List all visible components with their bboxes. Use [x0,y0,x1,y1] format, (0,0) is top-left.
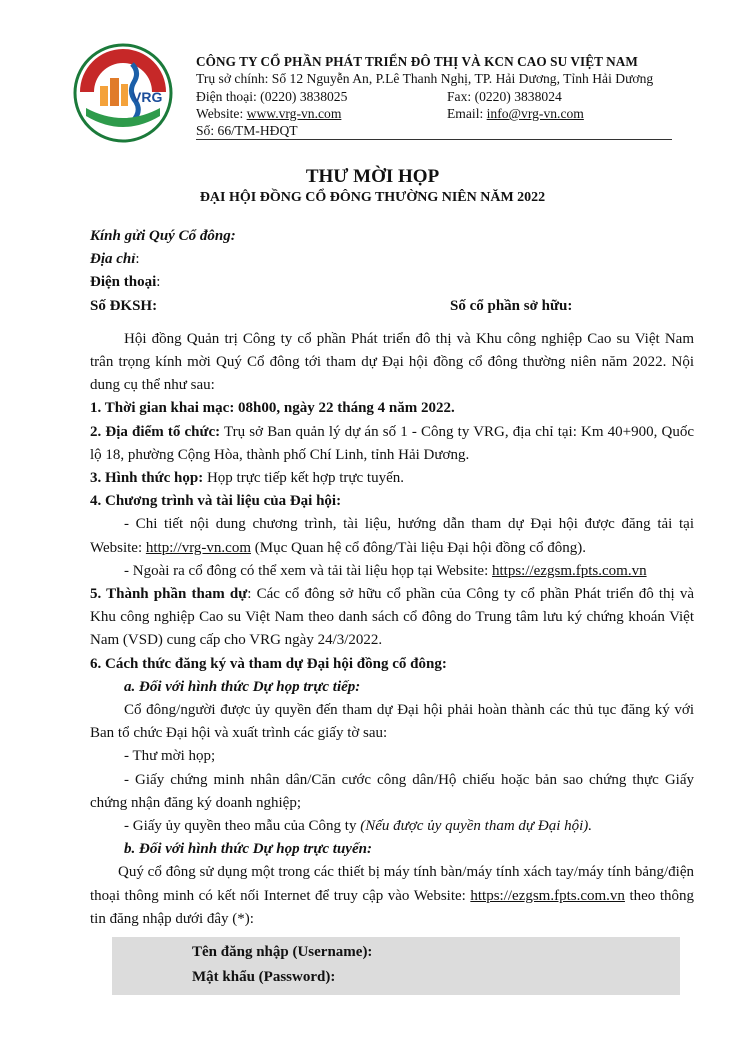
company-phone: Điện thoại: (0220) 3838025 [196,89,348,104]
section-6a-item-3: - Giấy ủy quyền theo mẫu của Công ty (Nếu được ủy quyền tham dự Đại hội). [124,818,593,835]
document-number: Số: 66/TM-HĐQT [196,123,298,138]
document-body [90,225,694,995]
section-4-item-2: - Ngoài ra cổ đông có thể xem và tải tài liệu họp tại Website: https://ezgsm.fpts.com.vn [124,562,647,579]
section-6b-heading: b. Đối với hình thức Dự họp trực tuyến: [124,841,372,858]
ezgsm-link[interactable]: https://ezgsm.fpts.com.vn [492,562,647,579]
website-link[interactable]: www.vrg-vn.com [246,106,342,121]
section-6a-item-2: - Giấy chứng minh nhân dân/Căn cước công dân/Hộ chiếu hoặc bản sao chứng thực Giấy chứng nhận đăng ký doanh nghiệp; [90,771,694,811]
section-6a-heading: a. Đối với hình thức Dự họp trực tiếp: [124,678,361,695]
section-1: 1. Thời gian khai mạc: 08h00, ngày 22 tháng 4 năm 2022. [90,400,455,417]
section-6b-paragraph: Quý cổ đông sử dụng một trong các thiết bị máy tính bàn/máy tính xách tay/máy tính bảng/điện thoại thông minh có kết nối Internet để truy cập vào Website: https://ezgsm.fpts.com.vn theo thông tin đăng nhập dưới đây (*): [90,864,695,927]
header-divider [196,139,672,140]
logo-text: VRG [132,89,163,105]
company-address: Trụ sở chính: Số 12 Nguyễn An, P.Lê Thanh Nghị, TP. Hải Dương, Tỉnh Hải Dương [196,71,654,86]
page-title: THƯ MỜI HỌP [305,166,440,187]
company-logo [72,42,174,144]
section-3: 3. Hình thức họp: Họp trực tiếp kết hợp trực tuyến. [90,470,405,487]
section-5: 5. Thành phần tham dự: Các cổ đông sở hữu cổ phần của Công ty cổ phần Phát triển đô thị và Khu công nghiệp Cao su Việt Nam theo danh sách cổ đông do Trung tâm lưu ký chứng khoán Việt Nam (VSD) cung cấp cho VRG ngày 24/3/2022. [90,586,694,649]
login-password-label: Mật khẩu (Password): [192,969,336,986]
login-username-label: Tên đăng nhập (Username): [192,944,373,961]
recipient-ids [90,295,694,318]
vrg-link[interactable]: http://vrg-vn.com [145,539,252,556]
intro-paragraph: Hội đồng Quản trị Công ty cổ phần Phát triển đô thị và Khu công nghiệp Cao su Việt Nam trân trọng kính mời Quý Cổ đông tới tham dự Đại hội đồng cổ đông thường niên năm 2022. Nội dung cụ thể như sau: [90,330,694,394]
dksh-label: Số ĐKSH: [90,297,158,314]
recipient-address: Địa chỉ: [90,251,140,268]
company-name: CÔNG TY CỔ PHẦN PHÁT TRIỂN ĐÔ THỊ VÀ KCN CAO SU VIỆT NAM [196,54,638,69]
section-4-heading: 4. Chương trình và tài liệu của Đại hội: [90,493,342,510]
section-4-item-1: - Chi tiết nội dung chương trình, tài liệu, hướng dẫn tham dự Đại hội được đăng tải tại Website: http://vrg-vn.com (Mục Quan hệ cổ đông/Tài liệu Đại hội đồng cổ đông). [90,516,694,556]
section-6-heading: 6. Cách thức đăng ký và tham dự Đại hội đồng cổ đông: [90,655,447,672]
section-6a-item-1: - Thư mời họp; [124,748,216,765]
page-subtitle: ĐẠI HỘI ĐỒNG CỔ ĐÔNG THƯỜNG NIÊN NĂM 2022 [199,190,546,205]
recipient-phone: Điện thoại: [90,274,161,291]
shares-label: Số cổ phần sở hữu: [450,297,573,314]
login-info-box [112,937,680,995]
ezgsm-login-link[interactable]: https://ezgsm.fpts.com.vn [470,887,625,904]
section-6a-paragraph: Cổ đông/người được ủy quyền đến tham dự Đại hội phải hoàn thành các thủ tục đăng ký với Ban tổ chức Đại hội và xuất trình các giấy tờ sau: [90,702,694,742]
salutation: Kính gửi Quý Cổ đông: [90,228,236,244]
email-link[interactable]: info@vrg-vn.com [486,106,584,121]
company-email: Email: info@vrg-vn.com [447,106,584,121]
section-2: 2. Địa điểm tổ chức: Trụ sở Ban quản lý dự án số 1 - Công ty VRG, địa chỉ tại: Km 40+900, Quốc lộ 18, phường Cộng Hòa, thành phố Chí Linh, tỉnh Hải Dương. [90,423,694,463]
company-website: Website: www.vrg-vn.com [196,106,342,121]
company-fax: Fax: (0220) 3838024 [447,89,562,104]
